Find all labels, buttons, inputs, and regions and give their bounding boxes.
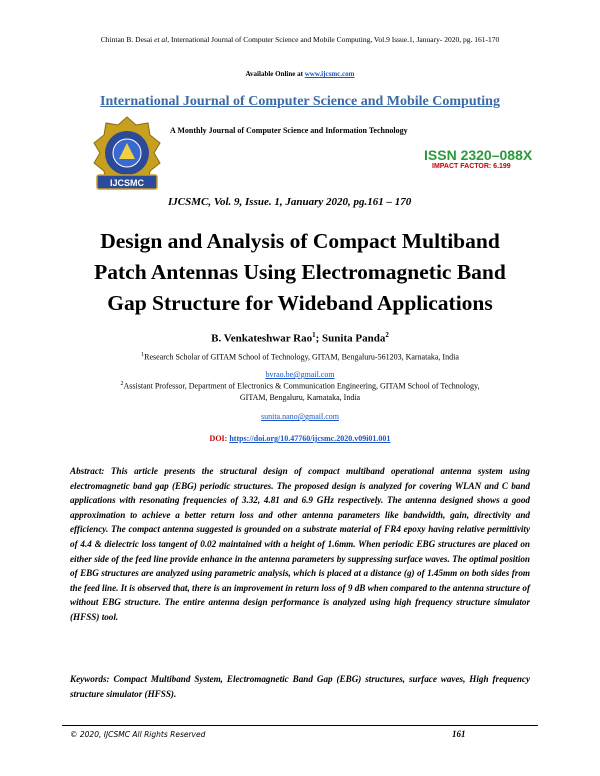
available-online: [0, 70, 600, 78]
affiliation-2-line-2: GITAM, Bengaluru, Karnataka, India: [239, 393, 361, 402]
author-name: B. Venkateshwar Rao: [211, 332, 313, 345]
affil-sup: 1: [141, 352, 145, 358]
affil-sup: 2: [120, 381, 124, 387]
author-separator: ;: [315, 332, 323, 345]
doi-label: DOI:: [209, 434, 230, 443]
journal-website-link[interactable]: www.ijcsmc.com: [304, 70, 355, 78]
journal-logo: [92, 115, 162, 195]
title-line: Patch Antennas Using Electromagnetic Band: [94, 260, 506, 284]
copyright: © 2020, IJCSMC All Rights Reserved: [70, 730, 206, 739]
email-2-row: [0, 406, 600, 424]
affil-text: Research Scholar of GITAM School of Technology, GITAM, Bengaluru-561203, Karnataka, India: [144, 352, 459, 362]
title-line: Gap Structure for Wideband Applications: [107, 291, 493, 315]
affiliation-1: [0, 350, 600, 363]
author-name: Sunita Panda: [322, 332, 386, 345]
abstract: Abstract: This article presents the structural design of compact multiband operational antenna system using electromagnetic band gap (EBG) periodic structures. The proposed design is analyzed for covering WLAN and C band applications with resonating frequencies of 3.32, 4.81 and 6.9 GHz respectively. The antenna designed shows a good approximation to achieve a better return loss and other antenna parameters like bandwidth, gain, directivity and efficiency. The compact antenna suggested is grounded on a substrate material of FR4 epoxy having relative permittivity of 4.4 & dielectric loss tangent of 0.02 maintained with a height of 1.6mm. When periodic EBG structures are placed on either side of the feed line provide enhance in the antenna parameters by suppressing surface waves. The optimal position of EBG structures are analyzed using parametric analysis, which is placed at a distance (g) of 1.45mm on both sides from the feed line. It is observed that, there is an improvement in return loss of 9 dB when compared to the antenna structure of without EBG structure. The entire antenna design performance is analyzed using high frequency structure simulator (HFSS) tool.: [70, 466, 530, 622]
journal-name[interactable]: International Journal of Computer Science and Mobile Computing: [100, 94, 500, 109]
authors: [0, 331, 600, 345]
impact-factor: IMPACT FACTOR: 6.199: [432, 163, 511, 170]
running-head: [0, 35, 600, 44]
running-head-etal: et al: [154, 35, 168, 44]
email-link[interactable]: sunita.nano@gmail.com: [260, 412, 340, 421]
citation: IJCSMC, Vol. 9, Issue. 1, January 2020, pg.161 – 170: [168, 196, 412, 208]
email-link[interactable]: bvrao.be@gmail.com: [265, 370, 335, 379]
available-label: Available Online at: [245, 70, 305, 78]
affiliation-2: [0, 379, 600, 392]
page-number: 161: [452, 729, 466, 739]
running-head-authors: Chintan B. Desai: [100, 35, 155, 44]
affil-text: Assistant Professor, Department of Electronics & Communication Engineering, GITAM School of Technology,: [123, 381, 480, 391]
journal-subtitle: A Monthly Journal of Computer Science and Information Technology: [170, 126, 408, 135]
doi: [0, 434, 600, 443]
logo-text: IJCSMC: [109, 178, 145, 188]
author-sup: 2: [385, 331, 389, 339]
doi-link[interactable]: https://doi.org/10.47760/ijcsmc.2020.v09i01.001: [229, 434, 391, 443]
title-line: Design and Analysis of Compact Multiband: [100, 229, 500, 253]
journal-logo-graphic: [92, 115, 162, 195]
running-head-rest: , International Journal of Computer Science and Mobile Computing, Vol.9 Issue.1, January- 2020, pg. 161-170: [167, 35, 500, 44]
footer-divider: [62, 725, 538, 726]
keywords: Keywords: Compact Multiband System, Electromagnetic Band Gap (EBG) structures, surface waves, High frequency structure simulator (HFSS).: [70, 674, 530, 699]
issn: ISSN 2320–088X: [424, 147, 533, 163]
author-sup: 1: [312, 331, 316, 339]
paper-title: [40, 226, 560, 319]
